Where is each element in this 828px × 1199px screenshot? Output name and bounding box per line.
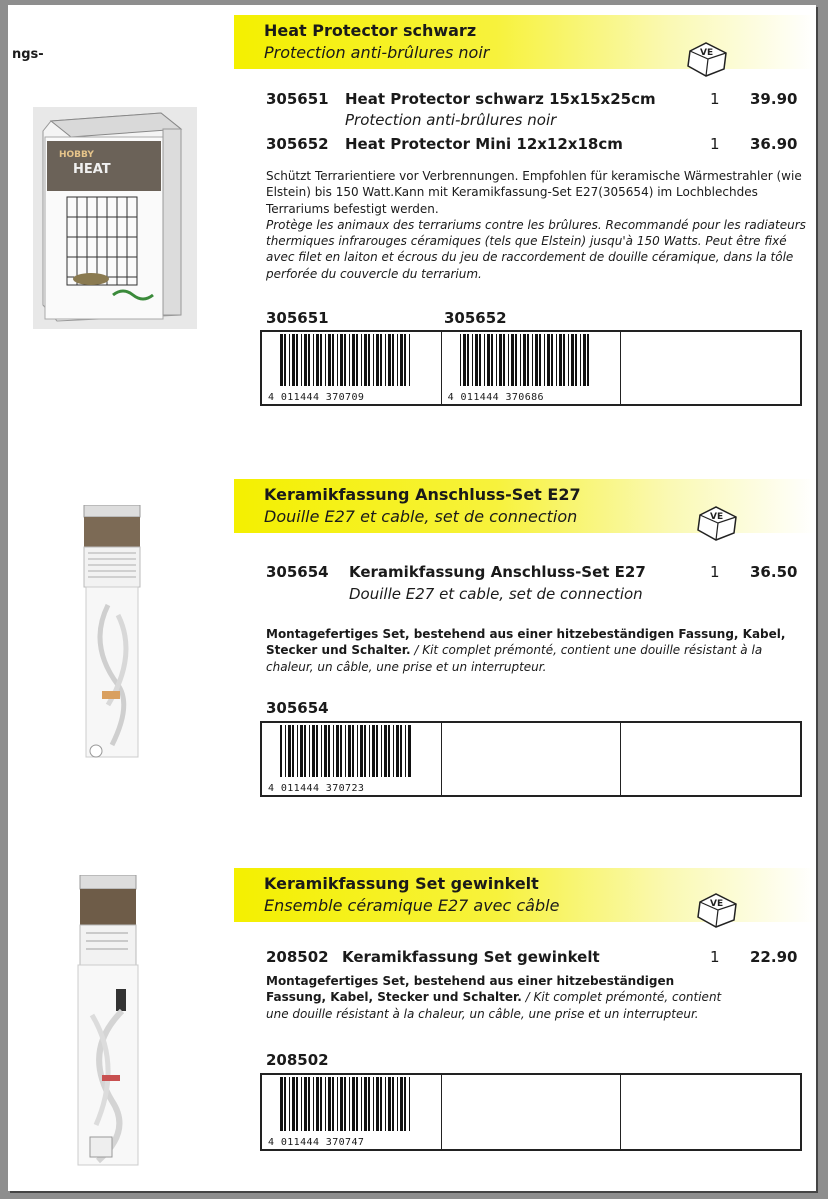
barcode-cell <box>442 332 622 404</box>
barcode-cell <box>262 723 442 795</box>
barcode-graphic <box>266 334 416 386</box>
item-305654-name-fr: Douille E27 et cable, set de connection <box>349 585 643 603</box>
item-305654-name: Keramikfassung Anschluss-Set E27 <box>349 563 646 581</box>
barcode-cell <box>262 1075 442 1149</box>
item-208502-name: Keramikfassung Set gewinkelt <box>342 948 600 966</box>
barcode-cell-empty <box>621 1075 800 1149</box>
socket-set-product-photo <box>78 505 148 765</box>
barcode-cell-empty <box>442 1075 622 1149</box>
heat-protector-product-photo <box>33 107 197 329</box>
barcode-graphic <box>446 334 596 386</box>
barcode-graphic <box>266 1077 416 1131</box>
item-305652-name: Heat Protector Mini 12x12x18cm <box>345 135 623 153</box>
ve-icon-label: VE <box>710 899 724 909</box>
package-brand-text: HOBBY <box>59 150 94 160</box>
section2-title-de: Keramikfassung Anschluss-Set E27 <box>264 485 581 504</box>
item-305651-name: Heat Protector schwarz 15x15x25cm <box>345 90 656 108</box>
barcode-ean: 4 011444 370709 <box>268 392 365 403</box>
barcode-cell <box>262 332 442 404</box>
section1-desc-de: Schützt Terrarientiere vor Verbrennungen. Empfohlen für keramische Wärmestrahler (wie Elstein) bis 150 Watt.Kann mit Keramikfassung-Set E27(305654) im Lochblechdes Terrariums befestigt werden. <box>266 169 802 216</box>
ve-packing-icon <box>684 39 730 79</box>
item-305651-qty: 1 <box>710 90 720 108</box>
ve-packing-icon <box>694 503 740 543</box>
item-305651-name-fr: Protection anti-brûlures noir <box>345 111 557 129</box>
package-title-text: HEAT <box>73 162 111 177</box>
item-305654-price: 36.50 <box>750 563 798 581</box>
item-208502-qty: 1 <box>710 948 720 966</box>
section2-barcode-table <box>260 721 802 797</box>
ve-packing-icon <box>694 890 740 930</box>
barcode-ean: 4 011444 370747 <box>268 1137 365 1148</box>
section3-title-fr: Ensemble céramique E27 avec câble <box>264 896 560 915</box>
section3-title-de: Keramikfassung Set gewinkelt <box>264 874 539 893</box>
section1-desc-fr: Protège les animaux des terrariums contre les brûlures. Recommandé pour les radiateurs thermiques infrarouges céramiques (tels que Elstein) jusqu'à 150 Watts. Peut être fixé avec filet en laiton et écrous du jeu de raccordement de douille céramique, dans la tôle perforée du couvercle du terrarium. <box>266 217 806 281</box>
section1-description <box>266 168 811 282</box>
barcode-ean: 4 011444 370723 <box>268 783 365 794</box>
section3-desc-de: Montagefertiges Set, bestehend aus einer hitzebeständigen Fassung, Kabel, Stecker und Schalter. <box>266 974 675 1005</box>
section1-title-fr: Protection anti-brûlures noir <box>264 43 490 62</box>
ve-icon-label: VE <box>700 48 714 58</box>
section1-title-de: Heat Protector schwarz <box>264 21 477 40</box>
barcode-label-305651: 305651 <box>266 309 329 327</box>
item-305652-number: 305652 <box>266 135 329 153</box>
section2-description <box>266 626 811 675</box>
barcode-label-305652: 305652 <box>444 309 507 327</box>
barcode-cell-empty <box>621 332 800 404</box>
section2-desc-de: Montagefertiges Set, bestehend aus einer hitzebeständigen Fassung, Kabel, Stecker und Schalter. <box>266 627 786 658</box>
barcode-label-208502: 208502 <box>266 1051 329 1069</box>
item-305651-price: 39.90 <box>750 90 798 108</box>
item-305652-qty: 1 <box>710 135 720 153</box>
ve-icon-label: VE <box>710 512 724 522</box>
item-305652-price: 36.90 <box>750 135 798 153</box>
item-208502-price: 22.90 <box>750 948 798 966</box>
catalog-page <box>8 5 816 1191</box>
page-edge-fragment: ngs- <box>12 47 44 62</box>
barcode-graphic <box>266 725 416 777</box>
barcode-label-305654: 305654 <box>266 699 329 717</box>
barcode-ean: 4 011444 370686 <box>447 392 544 403</box>
item-305651-number: 305651 <box>266 90 329 108</box>
section2-title-fr: Douille E27 et cable, set de connection <box>264 507 578 526</box>
barcode-cell-empty <box>442 723 622 795</box>
item-305654-qty: 1 <box>710 563 720 581</box>
barcode-cell-empty <box>621 723 800 795</box>
section3-description <box>266 973 726 1022</box>
section2-desc-fr: / Kit complet prémonté, contient une douille résistant à la chaleur, un câble, une prise et un interrupteur. <box>266 643 763 674</box>
section1-barcode-table <box>260 330 802 406</box>
section3-desc-fr: / Kit complet prémonté, contient une douille résistant à la chaleur, un câble, une prise et un interrupteur. <box>266 990 722 1021</box>
section3-barcode-table <box>260 1073 802 1151</box>
item-305654-number: 305654 <box>266 563 329 581</box>
angled-socket-set-product-photo <box>72 875 152 1175</box>
item-208502-number: 208502 <box>266 948 329 966</box>
